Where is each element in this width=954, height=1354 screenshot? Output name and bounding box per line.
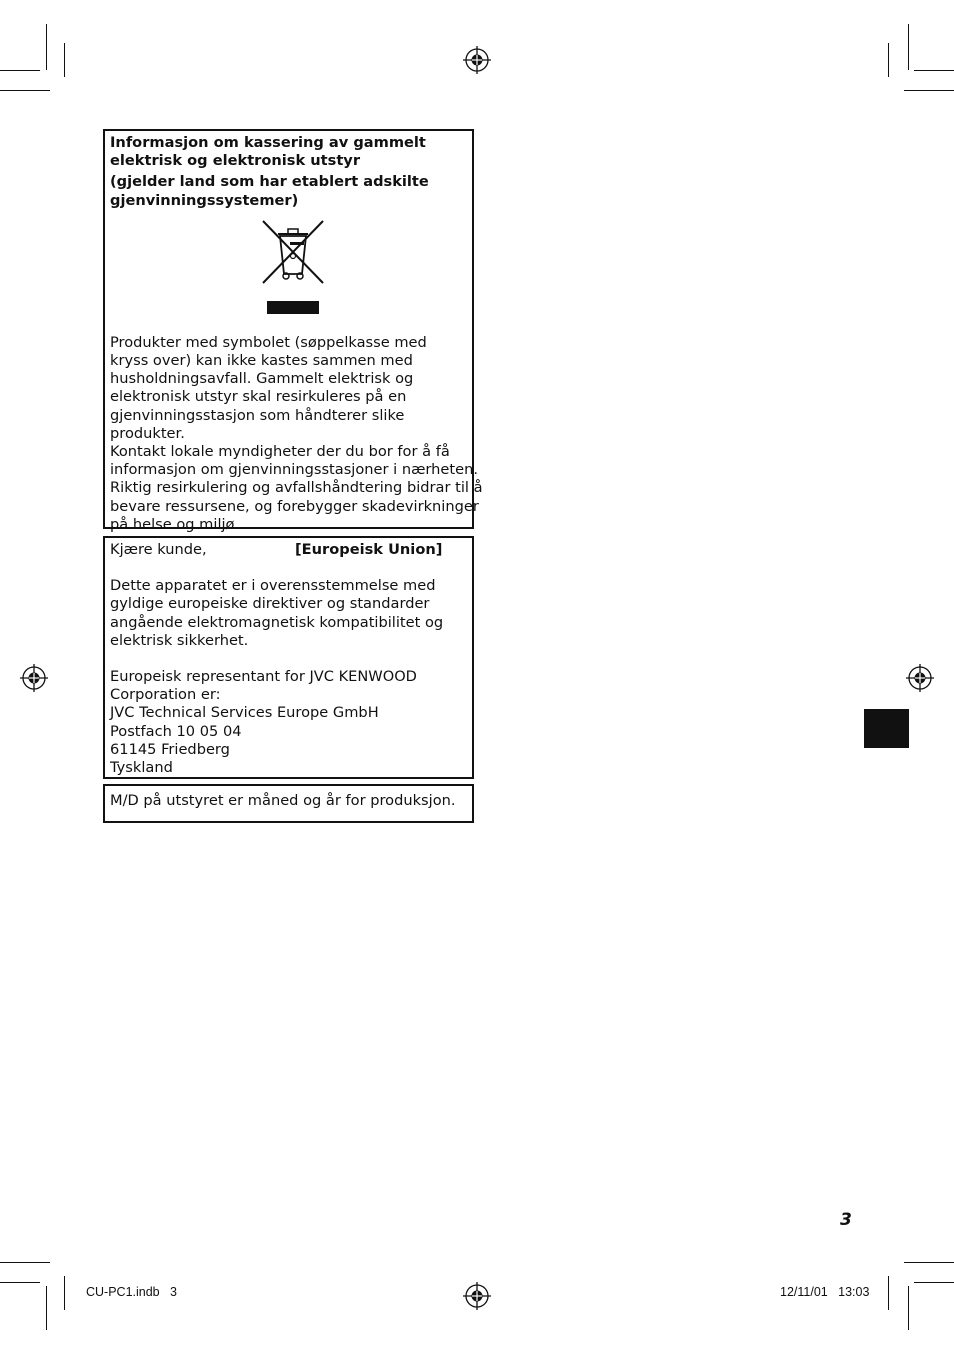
spacer — [110, 650, 472, 668]
page-number: 3 — [840, 1210, 852, 1230]
crop-mark — [908, 1286, 909, 1330]
representative-line: Europeisk representant for JVC KENWOOD — [110, 668, 417, 686]
representative-line: Corporation er: — [110, 686, 221, 704]
disposal-body-line: på helse og miljø. — [110, 515, 240, 533]
disposal-body-line: elektronisk utstyr skal resirkuleres på en — [110, 388, 407, 406]
weee-bar — [267, 301, 319, 314]
disposal-body-line: kryss over) kan ikke kastes sammen med — [110, 352, 413, 370]
compliance-line: elektrisk sikkerhet. — [110, 631, 249, 649]
crossed-out-wheelie-bin-icon — [260, 218, 326, 286]
compliance-line: Dette apparatet er i overensstemmelse med — [110, 577, 436, 595]
disposal-info-box — [103, 129, 483, 533]
representative-line: JVC Technical Services Europe GmbH — [110, 704, 379, 722]
crop-mark — [904, 1262, 954, 1263]
crop-mark — [64, 1276, 65, 1310]
representative-line: Tyskland — [110, 759, 173, 777]
representative-line: 61145 Friedberg — [110, 740, 230, 758]
footer-datetime: 12/11/01 13:03 — [780, 1285, 870, 1299]
crop-mark — [888, 1276, 889, 1310]
crop-mark — [908, 24, 909, 70]
crop-mark — [46, 24, 47, 70]
disposal-body-line: informasjon om gjenvinningsstasjoner i nærheten. — [110, 461, 478, 479]
disposal-subheading: gjenvinningssystemer) — [110, 191, 299, 209]
crop-mark — [64, 43, 65, 77]
eu-region-label: [Europeisk Union] — [295, 541, 443, 558]
crop-mark — [914, 1282, 954, 1283]
compliance-line: angående elektromagnetisk kompatibilitet og — [110, 613, 444, 631]
spacer — [110, 559, 472, 577]
registration-crosshair-icon — [463, 1282, 491, 1310]
disposal-heading: elektrisk og elektronisk utstyr — [110, 152, 361, 170]
disposal-body-line: produkter. — [110, 424, 185, 442]
weee-symbol — [110, 210, 472, 334]
eu-declaration-box — [103, 536, 474, 779]
disposal-heading: Informasjon om kassering av gammelt — [110, 134, 426, 151]
disposal-body-line: bevare ressursene, og forebygger skadevirkninger — [110, 497, 479, 515]
md-note: M/D på utstyret er måned og år for produksjon. — [110, 792, 456, 809]
crop-mark — [888, 43, 889, 77]
disposal-body-line: Kontakt lokale myndigheter der du bor for å få — [110, 443, 450, 461]
crop-mark — [0, 90, 50, 91]
registration-crosshair-icon — [20, 664, 48, 692]
crop-mark — [0, 1262, 50, 1263]
disposal-body-line: Produkter med symbolet (søppelkasse med — [110, 333, 427, 351]
crop-mark — [904, 90, 954, 91]
disposal-body-line: husholdningsavfall. Gammelt elektrisk og — [110, 370, 414, 388]
registration-crosshair-icon — [906, 664, 934, 692]
greeting-row — [110, 541, 472, 559]
crop-mark — [0, 1282, 40, 1283]
crop-mark — [0, 70, 40, 71]
disposal-body-line: gjenvinningsstasjon som håndterer slike — [110, 406, 405, 424]
compliance-line: gyldige europeiske direktiver og standarder — [110, 595, 430, 613]
disposal-subheading: (gjelder land som har etablert adskilte — [110, 173, 429, 191]
greeting: Kjære kunde, — [110, 541, 207, 558]
disposal-body-line: Riktig resirkulering og avfallshåndtering bidrar til å — [110, 479, 483, 497]
registration-crosshair-icon — [463, 46, 491, 74]
language-tab-marker — [864, 709, 909, 748]
md-note-box — [103, 784, 474, 823]
crop-mark — [914, 70, 954, 71]
footer-file-name: CU-PC1.indb 3 — [86, 1285, 178, 1299]
representative-line: Postfach 10 05 04 — [110, 722, 242, 740]
crop-mark — [46, 1286, 47, 1330]
